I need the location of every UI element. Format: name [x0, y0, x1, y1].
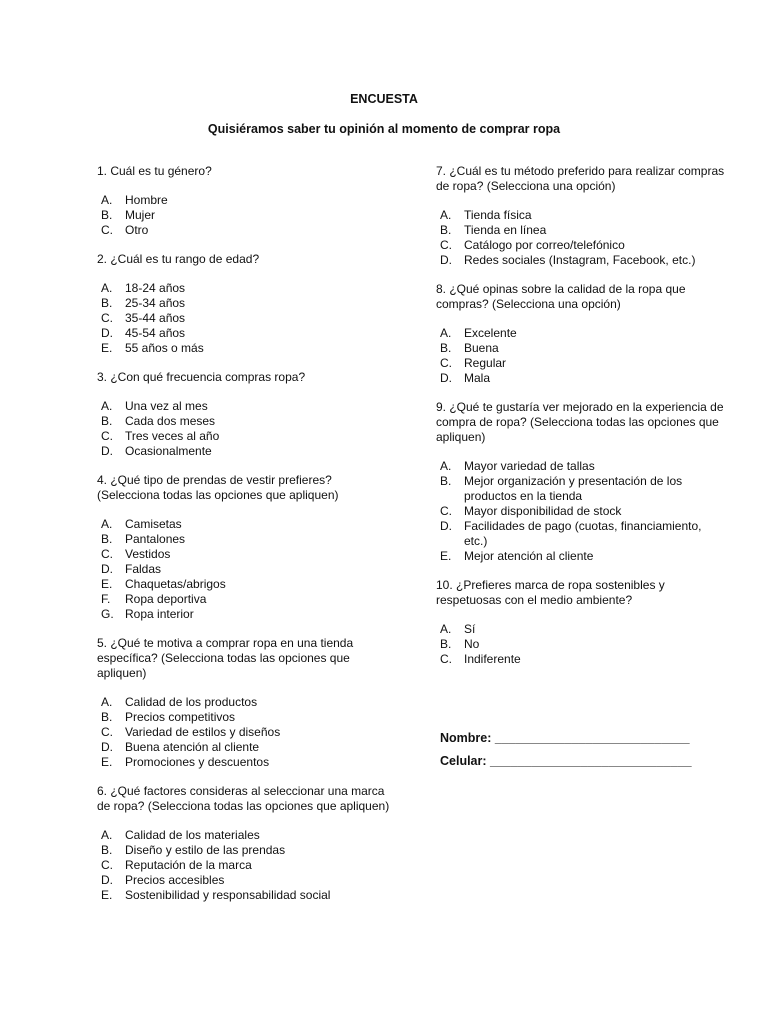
- question-text: 9. ¿Qué te gustaría ver mejorado en la experiencia de compra de ropa? (Selecciona todas las opciones que apliquen): [436, 400, 724, 444]
- option-item[interactable]: [97, 607, 397, 622]
- question-text: 5. ¿Qué te motiva a comprar ropa en una tienda específica? (Selecciona todas las opciones que apliquen): [97, 636, 354, 680]
- option-item[interactable]: [97, 858, 397, 873]
- option-text: Hombre: [125, 193, 168, 207]
- options-list: [97, 695, 397, 770]
- option-letter: E.: [101, 341, 113, 355]
- option-item[interactable]: [97, 414, 397, 429]
- option-text: Sí: [464, 622, 476, 636]
- option-item[interactable]: [97, 547, 397, 562]
- option-item[interactable]: [97, 888, 397, 903]
- option-item[interactable]: [97, 208, 397, 223]
- question-block: [97, 636, 397, 770]
- option-letter: D.: [101, 562, 113, 576]
- option-item[interactable]: [97, 740, 397, 755]
- option-letter: B.: [440, 341, 452, 355]
- question-block: [97, 252, 397, 356]
- option-letter: A.: [101, 281, 113, 295]
- option-text: Sostenibilidad y responsabilidad social: [125, 888, 331, 902]
- option-letter: E.: [440, 549, 452, 563]
- option-text: No: [464, 637, 480, 651]
- option-item[interactable]: [97, 429, 397, 444]
- option-item[interactable]: [97, 562, 397, 577]
- option-item[interactable]: [97, 532, 397, 547]
- option-text: Vestidos: [125, 547, 171, 561]
- option-letter: D.: [101, 326, 113, 340]
- option-letter: E.: [101, 755, 113, 769]
- question-block: [97, 784, 397, 903]
- name-field[interactable]: Nombre: ____________________________: [440, 731, 690, 745]
- page-title: ENCUESTA: [350, 92, 418, 106]
- option-text: Mayor variedad de tallas: [464, 459, 595, 473]
- option-item[interactable]: [436, 208, 726, 223]
- option-letter: C.: [101, 858, 113, 872]
- option-text: Buena atención al cliente: [125, 740, 260, 754]
- question-text: 8. ¿Qué opinas sobre la calidad de la ropa que compras? (Selecciona una opción): [436, 282, 686, 311]
- option-letter: A.: [101, 828, 113, 842]
- question-text: 7. ¿Cuál es tu método preferido para realizar compras de ropa? (Selecciona una opción): [436, 164, 725, 193]
- option-item[interactable]: [97, 725, 397, 740]
- option-letter: C.: [101, 547, 113, 561]
- option-text: Calidad de los materiales: [125, 828, 260, 842]
- options-list: [97, 828, 397, 903]
- option-letter: D.: [101, 444, 113, 458]
- question-block: [97, 473, 397, 622]
- page-subtitle: Quisiéramos saber tu opinión al momento de comprar ropa: [207, 122, 561, 136]
- option-letter: D.: [440, 519, 452, 533]
- right-column: [436, 164, 726, 681]
- option-letter: C.: [101, 311, 113, 325]
- option-text: Mala: [464, 371, 491, 385]
- option-item[interactable]: [97, 296, 397, 311]
- option-text: 55 años o más: [125, 341, 204, 355]
- left-column: [97, 164, 397, 917]
- option-letter: E.: [101, 577, 113, 591]
- option-letter: B.: [101, 208, 113, 222]
- option-text: Ropa deportiva: [125, 592, 207, 606]
- option-letter: C.: [440, 504, 452, 518]
- option-letter: F.: [101, 592, 111, 606]
- option-letter: A.: [440, 326, 452, 340]
- option-letter: D.: [440, 371, 452, 385]
- question-block: [436, 400, 726, 564]
- option-text: 35-44 años: [125, 311, 186, 325]
- option-item[interactable]: [436, 637, 726, 652]
- option-letter: A.: [101, 399, 113, 413]
- option-text: Mejor organización y presentación de los productos en la tienda: [464, 474, 683, 503]
- option-item[interactable]: [97, 592, 397, 607]
- option-item[interactable]: [436, 474, 726, 504]
- option-item[interactable]: [97, 326, 397, 341]
- question-text: 3. ¿Con qué frecuencia compras ropa?: [97, 370, 306, 384]
- option-item[interactable]: [436, 238, 726, 253]
- option-text: Precios accesibles: [125, 873, 225, 887]
- option-text: Indiferente: [464, 652, 521, 666]
- option-letter: A.: [440, 622, 452, 636]
- option-text: Diseño y estilo de las prendas: [125, 843, 286, 857]
- option-text: Camisetas: [125, 517, 182, 531]
- option-item[interactable]: [97, 843, 397, 858]
- option-text: Tres veces al año: [125, 429, 220, 443]
- question-text: 6. ¿Qué factores consideras al seleccionar una marca de ropa? (Selecciona todas las opciones que apliquen): [97, 784, 390, 813]
- option-item[interactable]: [97, 341, 397, 356]
- option-text: Promociones y descuentos: [125, 755, 270, 769]
- option-text: Redes sociales (Instagram, Facebook, etc.): [464, 253, 696, 267]
- option-text: Excelente: [464, 326, 517, 340]
- option-text: Reputación de la marca: [125, 858, 252, 872]
- option-item[interactable]: [436, 652, 726, 667]
- option-letter: A.: [101, 517, 113, 531]
- option-item[interactable]: [436, 504, 726, 519]
- option-letter: A.: [440, 208, 452, 222]
- option-item[interactable]: [436, 622, 726, 637]
- option-item[interactable]: [97, 223, 397, 238]
- option-item[interactable]: [97, 399, 397, 414]
- question-text: 2. ¿Cuál es tu rango de edad?: [97, 252, 260, 266]
- question-text: 4. ¿Qué tipo de prendas de vestir prefieres? (Selecciona todas las opciones que apliquen): [97, 473, 339, 502]
- option-letter: B.: [101, 843, 113, 857]
- option-text: Buena: [464, 341, 499, 355]
- option-item[interactable]: [436, 356, 726, 371]
- option-letter: B.: [440, 637, 452, 651]
- options-list: [436, 326, 726, 386]
- option-text: Faldas: [125, 562, 162, 576]
- option-letter: B.: [101, 710, 113, 724]
- option-item[interactable]: [97, 311, 397, 326]
- option-letter: B.: [101, 296, 113, 310]
- option-text: Chaquetas/abrigos: [125, 577, 226, 591]
- option-item[interactable]: [436, 223, 726, 238]
- option-text: Facilidades de pago (cuotas, financiamiento, etc.): [464, 519, 702, 548]
- option-item[interactable]: [436, 326, 726, 341]
- option-text: 25-34 años: [125, 296, 186, 310]
- question-block: [436, 164, 726, 268]
- options-list: [97, 399, 397, 459]
- question-block: [97, 370, 397, 459]
- option-text: Mejor atención al cliente: [464, 549, 594, 563]
- option-text: Precios competitivos: [125, 710, 236, 724]
- option-text: 45-54 años: [125, 326, 186, 340]
- option-text: Ocasionalmente: [125, 444, 212, 458]
- option-letter: E.: [101, 888, 113, 902]
- options-list: [97, 281, 397, 356]
- question-text: 1. Cuál es tu género?: [97, 164, 212, 178]
- option-letter: A.: [440, 459, 452, 473]
- option-letter: A.: [101, 695, 113, 709]
- option-letter: B.: [440, 474, 452, 488]
- option-item[interactable]: [97, 828, 397, 843]
- option-text: 18-24 años: [125, 281, 186, 295]
- option-item[interactable]: [97, 695, 397, 710]
- option-item[interactable]: [97, 710, 397, 725]
- option-text: Otro: [125, 223, 149, 237]
- option-item[interactable]: [97, 577, 397, 592]
- option-item[interactable]: [97, 755, 397, 770]
- option-item[interactable]: [97, 517, 397, 532]
- option-text: Variedad de estilos y diseños: [125, 725, 281, 739]
- option-item[interactable]: [97, 873, 397, 888]
- option-text: Ropa interior: [125, 607, 194, 621]
- options-list: [97, 517, 397, 622]
- question-block: [436, 578, 726, 667]
- options-list: [97, 193, 397, 238]
- question-block: [97, 164, 397, 238]
- option-letter: B.: [101, 532, 113, 546]
- option-text: Catálogo por correo/telefónico: [464, 238, 625, 252]
- option-letter: C.: [440, 238, 452, 252]
- option-letter: C.: [101, 725, 113, 739]
- option-letter: B.: [101, 414, 113, 428]
- option-text: Mujer: [125, 208, 156, 222]
- options-list: [436, 459, 726, 564]
- question-block: [436, 282, 726, 386]
- option-letter: C.: [101, 429, 113, 443]
- option-letter: D.: [101, 873, 113, 887]
- question-text: 10. ¿Prefieres marca de ropa sostenibles y respetuosas con el medio ambiente?: [436, 578, 665, 607]
- option-letter: C.: [101, 223, 113, 237]
- option-text: Pantalones: [125, 532, 186, 546]
- option-text: Tienda física: [464, 208, 532, 222]
- option-item[interactable]: [436, 549, 726, 564]
- option-letter: D.: [440, 253, 452, 267]
- option-letter: A.: [101, 193, 113, 207]
- option-text: Mayor disponibilidad de stock: [464, 504, 622, 518]
- option-text: Regular: [464, 356, 507, 370]
- option-letter: B.: [440, 223, 452, 237]
- option-letter: C.: [440, 356, 452, 370]
- option-letter: D.: [101, 740, 113, 754]
- options-list: [436, 208, 726, 268]
- option-item[interactable]: [436, 341, 726, 356]
- option-letter: C.: [440, 652, 452, 666]
- option-item[interactable]: [436, 519, 726, 549]
- option-item[interactable]: [97, 444, 397, 459]
- option-text: Cada dos meses: [125, 414, 216, 428]
- option-item[interactable]: [436, 253, 726, 268]
- option-item[interactable]: [97, 193, 397, 208]
- option-text: Tienda en línea: [464, 223, 547, 237]
- phone-field[interactable]: Celular: _____________________________: [440, 754, 692, 768]
- contact-fields: [440, 730, 692, 776]
- option-letter: G.: [101, 607, 114, 621]
- options-list: [436, 622, 726, 667]
- option-item[interactable]: [436, 459, 726, 474]
- option-text: Una vez al mes: [125, 399, 208, 413]
- option-item[interactable]: [436, 371, 726, 386]
- option-text: Calidad de los productos: [125, 695, 258, 709]
- option-item[interactable]: [97, 281, 397, 296]
